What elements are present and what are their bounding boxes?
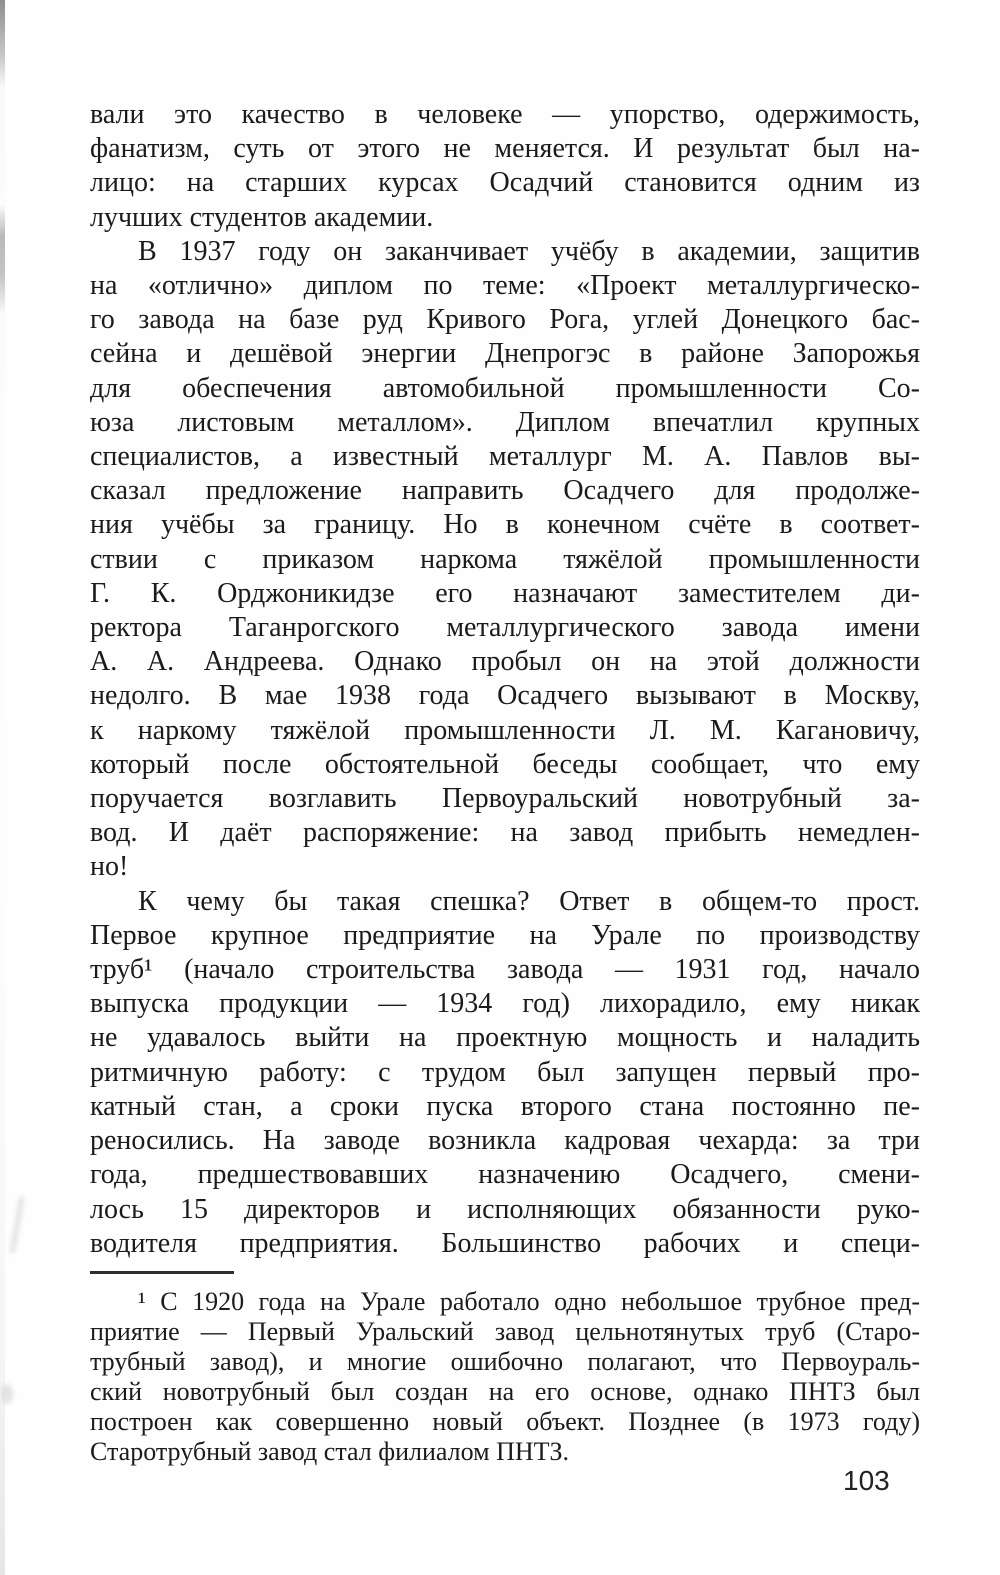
scan-artifact-smudge — [9, 1196, 25, 1254]
scan-artifact-blob — [2, 1384, 13, 1404]
text-line: А. А. Андреева. Однако пробыл он на этой должности — [90, 646, 920, 678]
text-line: построен как совершенно новый объект. Позднее (в 1973 году) — [90, 1407, 920, 1436]
text-line: водителя предприятия. Большинство рабочих и специ- — [90, 1227, 920, 1259]
text-line: фанатизм, суть от этого не меняется. И результат был на- — [90, 133, 920, 165]
text-line: недолго. В мае 1938 года Осадчего вызывают в Москву, — [90, 680, 920, 712]
page-number: 103 — [843, 1465, 890, 1496]
text-line: лицо: на старших курсах Осадчий становится одним из — [90, 167, 920, 199]
text-line: приятие — Первый Уральский завод цельнотянутых труб (Старо- — [90, 1317, 920, 1346]
text-line: реносились. На заводе возникла кадровая чехарда: за три — [90, 1125, 920, 1157]
scan-artifact-left-edge — [0, 0, 5, 1575]
text-line: к наркому тяжёлой промышленности Л. М. Кагановичу, — [90, 714, 920, 746]
text-line: ритмичную работу: с трудом был запущен первый про- — [90, 1056, 920, 1088]
text-line: ¹ С 1920 года на Урале работало одно небольшое трубное пред- — [138, 1287, 920, 1316]
text-line: юза листовым металлом». Диплом впечатлил крупных — [90, 406, 920, 438]
text-line: Старотрубный завод стал филиалом ПНТЗ. — [90, 1437, 570, 1466]
text-line: на «отлично» диплом по теме: «Проект металлургическо- — [90, 270, 920, 302]
footnote-block — [90, 1287, 920, 1467]
text-line: ния учёбы за границу. Но в конечном счёте в соответ- — [90, 509, 920, 541]
text-line: В 1937 году он заканчивает учёбу в академии, защитив — [138, 235, 920, 267]
text-line: сейна и дешёвой энергии Днепрогэс в районе Запорожья — [90, 338, 920, 370]
text-line: ректора Таганрогского металлургического завода имени — [90, 612, 920, 644]
text-line: труб¹ (начало строительства завода — 1931 год, начало — [90, 954, 920, 986]
text-line: вод. И даёт распоряжение: на завод прибыть немедлен- — [90, 817, 920, 849]
text-line: К чему бы такая спешка? Ответ в общем-то прост. — [138, 885, 920, 917]
text-line: сказал предложение направить Осадчего для продолже- — [90, 475, 920, 507]
text-line: для обеспечения автомобильной промышленности Со- — [90, 372, 920, 404]
text-line: но! — [90, 851, 129, 883]
text-line: го завода на базе руд Кривого Рога, углей Донецкого бас- — [90, 304, 920, 336]
text-line: лучших студентов академии. — [90, 201, 434, 233]
text-line: года, предшествовавших назначению Осадчего, смени- — [90, 1159, 920, 1191]
text-line: ский новотрубный был создан на его основе, однако ПНТЗ был — [90, 1377, 920, 1406]
text-line: поручается возглавить Первоуральский новотрубный за- — [90, 783, 920, 815]
text-line: выпуска продукции — 1934 год) лихорадило, ему никак — [90, 988, 920, 1020]
text-line: ствии с приказом наркома тяжёлой промышленности — [90, 543, 920, 575]
text-line: специалистов, а известный металлург М. А. Павлов вы- — [90, 441, 920, 473]
text-line: катный стан, а сроки пуска второго стана постоянно пе- — [90, 1090, 920, 1122]
text-line: Первое крупное предприятие на Урале по производству — [90, 919, 920, 951]
text-line: вали это качество в человеке — упорство, одержимость, — [90, 99, 920, 130]
text-line: лось 15 директоров и исполняющих обязанности руко- — [90, 1193, 920, 1225]
text-line: трубный завод), и многие ошибочно полагают, что Первоураль- — [90, 1347, 920, 1376]
text-line: который после обстоятельной беседы сообщает, что ему — [90, 748, 920, 780]
text-line: Г. К. Орджоникидзе его назначают заместителем ди- — [90, 577, 920, 609]
footnote-separator-rule — [90, 1271, 234, 1274]
main-text-block — [90, 98, 920, 1261]
text-line: не удавалось выйти на проектную мощность и наладить — [90, 1022, 920, 1054]
